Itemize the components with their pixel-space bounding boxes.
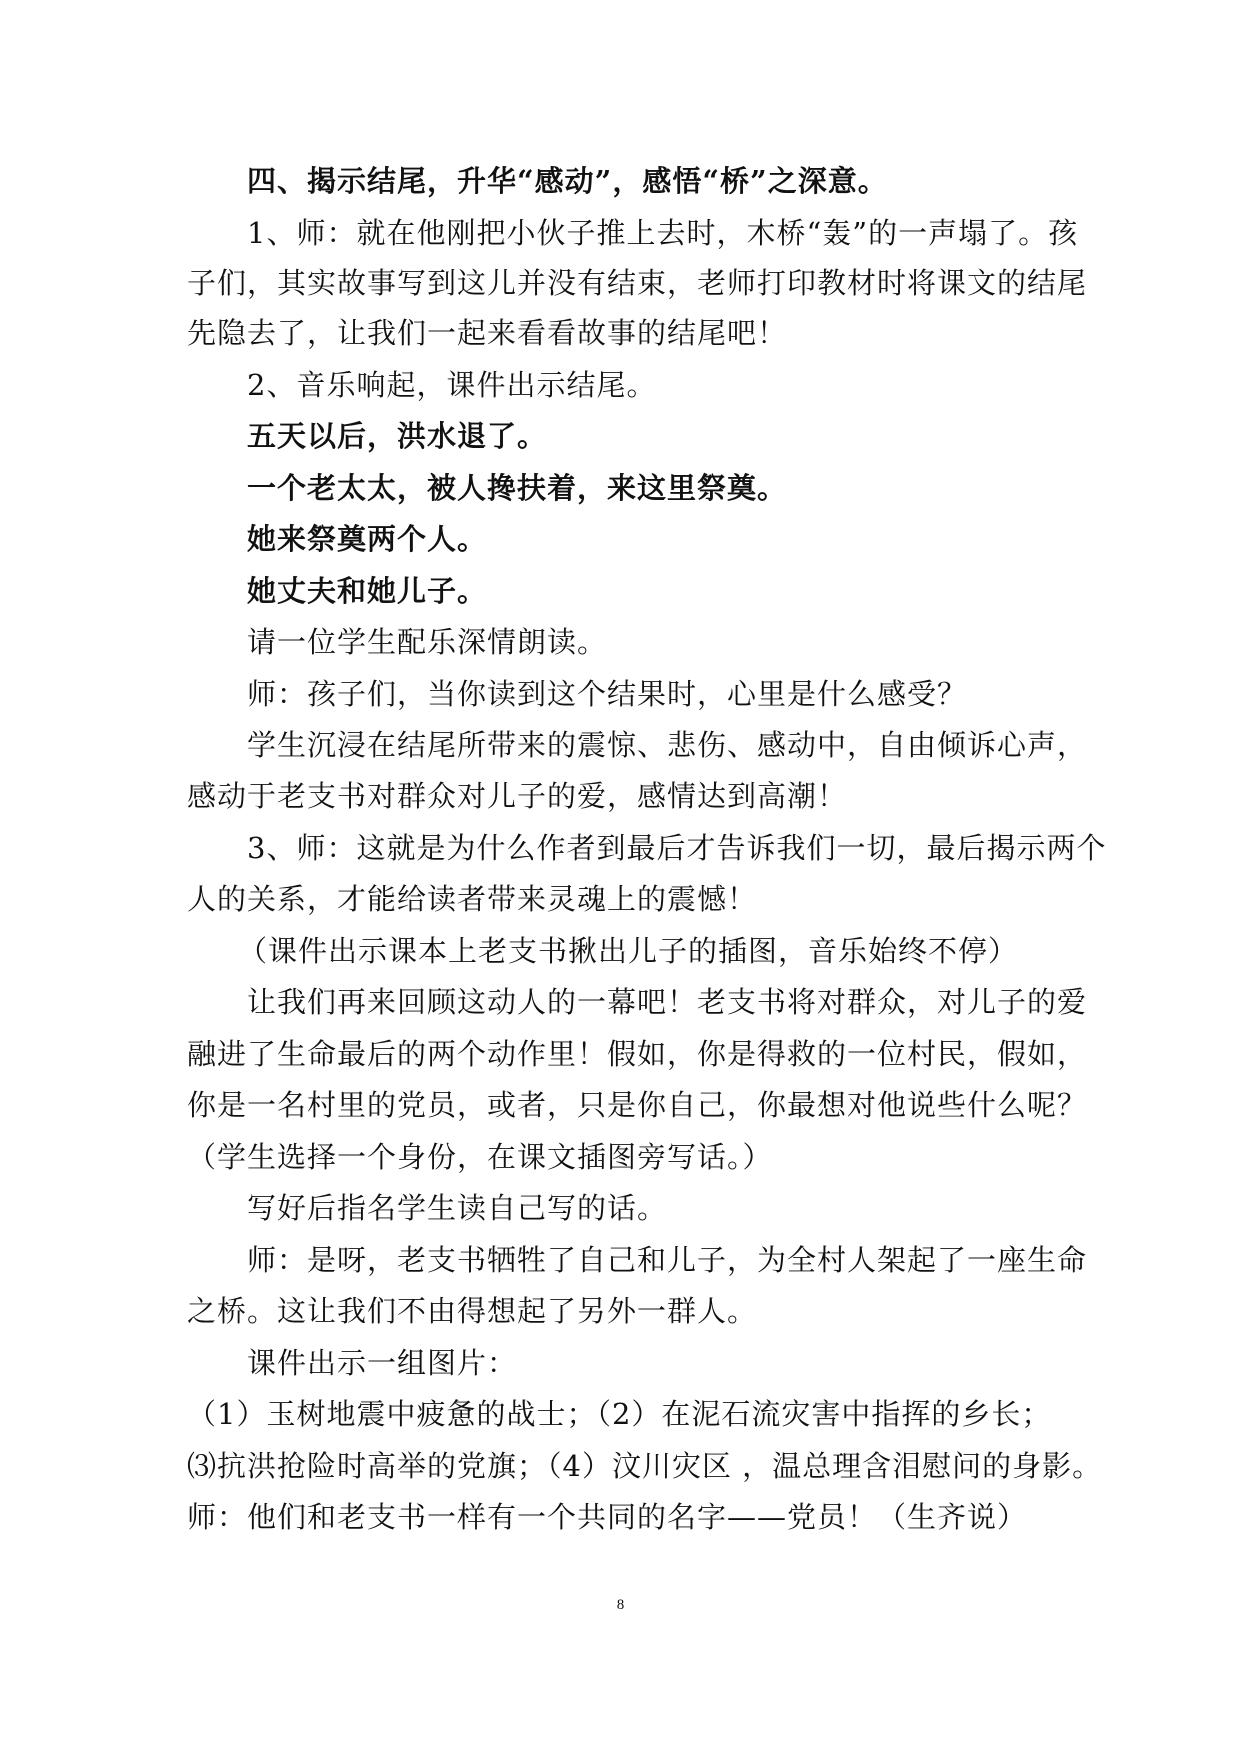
paragraph-line: 1、师：就在他刚把小伙子推上去时，木桥“轰”的一声塌了。孩 (247, 216, 1079, 250)
paragraph-line: 3、师：这就是为什么作者到最后才告诉我们一切，最后揭示两个 (247, 831, 1107, 865)
paragraph-line: 学生沉浸在结尾所带来的震惊、悲伤、感动中，自由倾诉心声， (247, 728, 1088, 762)
paragraph-line: （学生选择一个身份，在课文插图旁写话。） (187, 1140, 773, 1174)
paragraph-line: 让我们再来回顾这动人的一幕吧！老支书将对群众，对儿子的爱 (247, 985, 1088, 1019)
paragraph-line: 先隐去了，让我们一起来看看故事的结尾吧！ (187, 316, 788, 350)
paragraph-line: 师：孩子们，当你读到这个结果时，心里是什么感受？ (247, 677, 968, 711)
paragraph-line: 感动于老支书对群众对儿子的爱，感情达到高潮！ (187, 779, 848, 813)
paragraph-line: 写好后指名学生读自己写的话。 (247, 1191, 668, 1225)
paragraph-line: 师：他们和老支书一样有一个共同的名字——党员！（生齐说） (187, 1500, 1028, 1534)
quoted-ending-line: 一个老太太，被人搀扶着，来这里祭奠。 (247, 471, 788, 505)
paragraph-line: 2、音乐响起，课件出示结尾。 (247, 368, 657, 402)
section-heading: 四、揭示结尾，升华“感动”，感悟“桥”之深意。 (247, 164, 888, 198)
paragraph-line: 人的关系，才能给读者带来灵魂上的震憾！ (187, 882, 758, 916)
quoted-ending-line: 她丈夫和她儿子。 (247, 574, 488, 608)
quoted-ending-line: 五天以后，洪水退了。 (247, 419, 548, 453)
paragraph-line: 融进了生命最后的两个动作里！假如，你是得救的一位村民，假如， (187, 1037, 1088, 1071)
paragraph-line: （1）玉树地震中疲惫的战士；（2）在泥石流灾害中指挥的乡长； (187, 1397, 1052, 1431)
paragraph-line: （课件出示课本上老支书揪出儿子的插图，音乐始终不停） (238, 934, 1019, 968)
paragraph-line: 请一位学生配乐深情朗读。 (247, 625, 608, 659)
paragraph-line: ⑶抗洪抢险时高举的党旗；（4）汶川灾区 ，温总理含泪慰问的身影。 (187, 1449, 1103, 1483)
paragraph-line: 课件出示一组图片： (247, 1346, 518, 1380)
page-number: 8 (616, 1597, 625, 1613)
paragraph-line: 之桥。这让我们不由得想起了另外一群人。 (187, 1294, 758, 1328)
paragraph-line: 师：是呀，老支书牺牲了自己和儿子，为全村人架起了一座生命 (247, 1243, 1088, 1277)
quoted-ending-line: 她来祭奠两个人。 (247, 522, 488, 556)
paragraph-line: 你是一名村里的党员，或者，只是你自己，你最想对他说些什么呢？ (187, 1088, 1088, 1122)
paragraph-line: 子们，其实故事写到这儿并没有结束，老师打印教材时将课文的结尾 (187, 266, 1088, 300)
